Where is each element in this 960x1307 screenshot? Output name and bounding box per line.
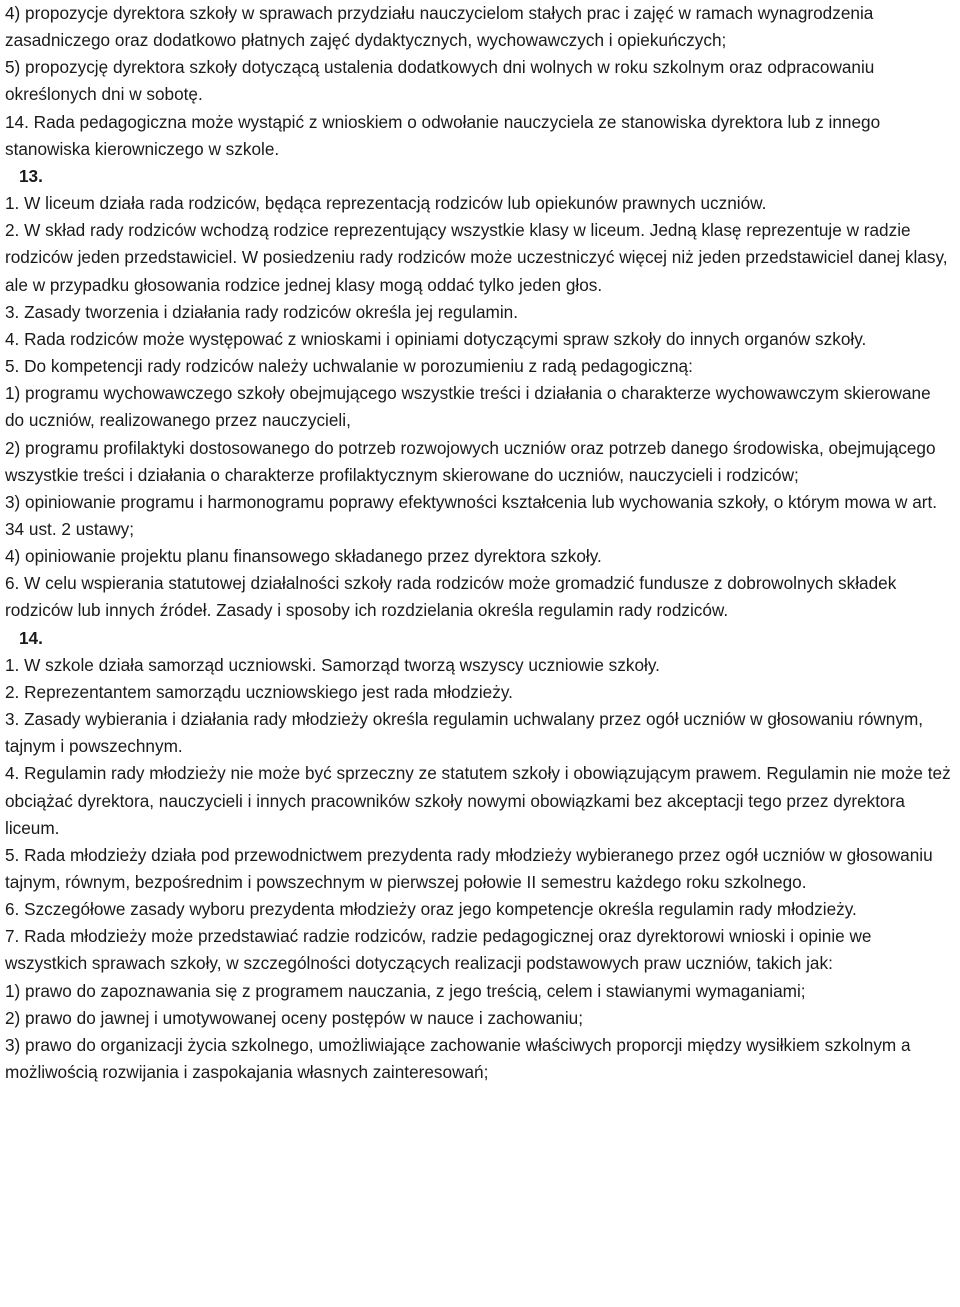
paragraph: 14. Rada pedagogiczna może wystąpić z wnioskiem o odwołanie nauczyciela ze stanowiska dyrektora lub z innego stanowiska kierowniczego w szkole. <box>5 111 881 159</box>
paragraph: 7. Rada młodzieży może przedstawiać radzie rodziców, radzie pedagogicznej oraz dyrektorowi wnioski i opinie we wszystkich sprawach szkoły, w szczególności dotyczących realizacji podstawowych praw uczniów, takich jak: <box>5 926 872 974</box>
paragraph: 4. Rada rodziców może występować z wnioskami i opiniami dotyczącymi spraw szkoły do innych organów szkoły. <box>5 328 867 349</box>
paragraph: 1) prawo do zapoznawania się z programem nauczania, z jego treścią, celem i stawianymi wymaganiami; <box>5 980 806 1001</box>
paragraph: 2) prawo do jawnej i umotywowanej oceny postępów w nauce i zachowaniu; <box>5 1007 584 1028</box>
paragraph: 1. W liceum działa rada rodziców, będąca reprezentacją rodziców lub opiekunów prawnych uczniów. <box>5 193 767 214</box>
paragraph: 2. W skład rady rodziców wchodzą rodzice reprezentujący wszystkie klasy w liceum. Jedną klasę reprezentuje w radzie rodziców jeden przedstawiciel. W posiedzeniu rady rodziców może uczestniczyć więcej niż jeden przedstawiciel danej klasy, ale w przypadku głosowania rodzice jednej klasy mogą oddać tylko jeden głos. <box>5 220 948 295</box>
paragraph: 4) opiniowanie projektu planu finansowego składanego przez dyrektora szkoły. <box>5 546 602 567</box>
paragraph: 2. Reprezentantem samorządu uczniowskiego jest rada młodzieży. <box>5 681 513 702</box>
paragraph: 6. W celu wspierania statutowej działalności szkoły rada rodziców może gromadzić fundusze z dobrowolnych składek rodziców lub innych źródeł. Zasady i sposoby ich rozdzielania określa regulamin rady rodziców. <box>5 573 897 621</box>
paragraph: 6. Szczegółowe zasady wyboru prezydenta młodzieży oraz jego kompetencje określa regulamin rady młodzieży. <box>5 899 857 920</box>
section-heading <box>5 625 954 652</box>
section-number: 14. <box>19 627 43 648</box>
paragraph: 1. W szkole działa samorząd uczniowski. Samorząd tworzą wszyscy uczniowie szkoły. <box>5 654 660 675</box>
paragraph: 4. Regulamin rady młodzieży nie może być sprzeczny ze statutem szkoły i obowiązującym prawem. Regulamin nie może też obciążać dyrektora, nauczycieli i innych pracowników szkoły nowymi obowiązkami bez akceptacji tego przez dyrektora liceum. <box>5 763 951 838</box>
paragraph: 3. Zasady tworzenia i działania rady rodziców określa jej regulamin. <box>5 301 518 322</box>
section-heading <box>5 163 954 190</box>
paragraph: 3. Zasady wybierania i działania rady młodzieży określa regulamin uchwalany przez ogół uczniów w głosowaniu równym, tajnym i powszechnym. <box>5 709 924 757</box>
section-number: 13. <box>19 165 43 186</box>
paragraph: 2) programu profilaktyki dostosowanego do potrzeb rozwojowych uczniów oraz potrzeb danego środowiska, obejmującego wszystkie treści i działania o charakterze profilaktycznym skierowane do uczniów, nauczycieli i rodziców; <box>5 437 936 485</box>
paragraph: 4) propozycje dyrektora szkoły w sprawach przydziału nauczycielom stałych prac i zajęć w ramach wynagrodzenia zasadniczego oraz dodatkowo płatnych zajęć dydaktycznych, wychowawczych i opiekuńczych; <box>5 3 874 51</box>
paragraph: 5. Rada młodzieży działa pod przewodnictwem prezydenta rady młodzieży wybieranego przez ogół uczniów w głosowaniu tajnym, równym, bezpośrednim i powszechnym w pierwszej połowie II semestru każdego roku szkolnego. <box>5 844 933 892</box>
paragraph: 5. Do kompetencji rady rodziców należy uchwalanie w porozumieniu z radą pedagogiczną: <box>5 356 693 377</box>
paragraph: 1) programu wychowawczego szkoły obejmującego wszystkie treści i działania o charakterze wychowawczym skierowane do uczniów, realizowanego przez nauczycieli, <box>5 383 931 431</box>
paragraph: 5) propozycję dyrektora szkoły dotyczącą ustalenia dodatkowych dni wolnych w roku szkolnym oraz odpracowaniu określonych dni w sobotę. <box>5 57 875 105</box>
paragraph: 3) opiniowanie programu i harmonogramu poprawy efektywności kształcenia lub wychowania szkoły, o którym mowa w art. 34 ust. 2 ustawy; <box>5 491 938 539</box>
paragraph: 3) prawo do organizacji życia szkolnego, umożliwiające zachowanie właściwych proporcji między wysiłkiem szkolnym a możliwością rozwijania i zaspokajania własnych zainteresowań; <box>5 1034 911 1083</box>
